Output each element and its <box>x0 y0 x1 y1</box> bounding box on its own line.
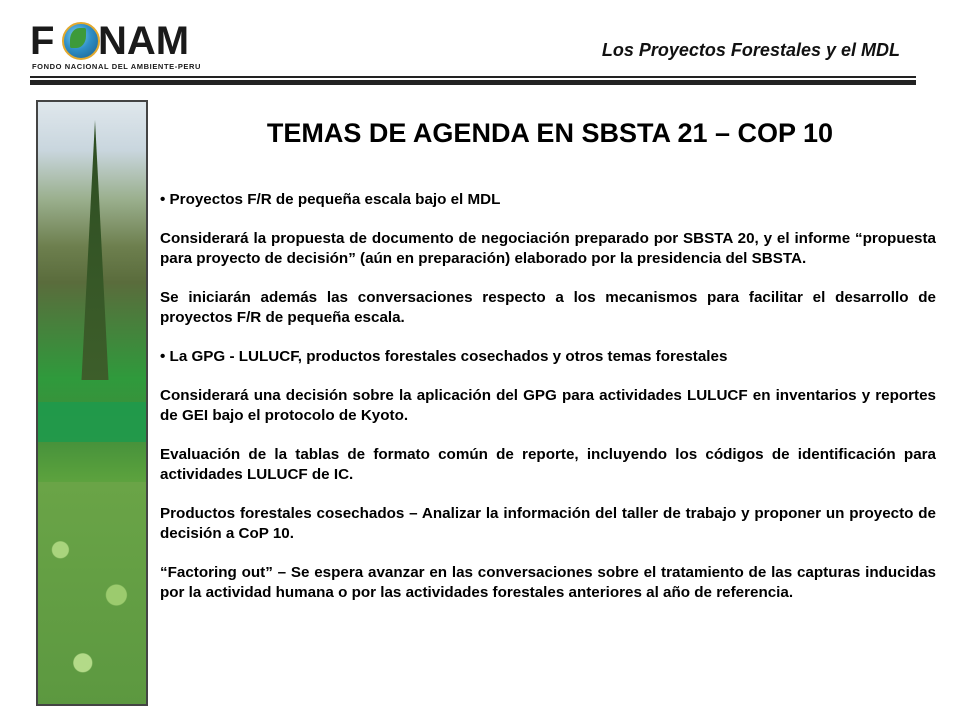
fonam-logo <box>30 14 202 74</box>
bullet-item: • Proyectos F/R de pequeña escala bajo el MDL <box>160 190 936 210</box>
paragraph: Considerará la propuesta de documento de negociación preparado por SBSTA 20, y el informe “propuesta para proyecto de decisión” (aún en preparación) elaborado por la presidencia del SBSTA. <box>160 230 936 267</box>
paragraph: “Factoring out” – Se espera avanzar en las conversaciones sobre el tratamiento de las capturas inducidas por la actividad humana o por las actividades forestales anteriores al año de referencia. <box>160 564 936 601</box>
header-title: Los Proyectos Forestales y el MDL <box>601 40 900 60</box>
header <box>0 0 960 100</box>
seedlings-graphic <box>38 482 148 706</box>
page-title: TEMAS DE AGENDA EN SBSTA 21 – COP 10 <box>266 118 834 148</box>
tree-graphic <box>80 120 110 380</box>
logo-subtitle: FONDO NACIONAL DEL AMBIENTE-PERU <box>32 62 202 71</box>
paragraph: Considerará una decisión sobre la aplicación del GPG para actividades LULUCF en inventarios y reportes de GEI bajo el protocolo de Kyoto. <box>160 387 936 424</box>
header-divider-thin <box>30 76 916 78</box>
shade-net-graphic <box>38 402 148 442</box>
paragraph: Se iniciarán además las conversaciones respecto a los mecanismos para facilitar el desarrollo de proyectos F/R de pequeña escala. <box>160 289 936 326</box>
svg-text:F: F <box>30 19 55 63</box>
bullet-item: • La GPG - LULUCF, productos forestales cosechados y otros temas forestales <box>160 347 936 367</box>
svg-text:NAM: NAM <box>98 19 190 63</box>
paragraph: Productos forestales cosechados – Analizar la información del taller de trabajo y proponer un proyecto de decisión a CoP 10. <box>160 505 936 542</box>
header-divider-thick <box>30 80 916 85</box>
forest-photo <box>36 100 148 706</box>
paragraph: Evaluación de la tablas de formato común de reporte, incluyendo los códigos de identificación para actividades LULUCF de IC. <box>160 446 936 483</box>
content-body <box>160 190 936 622</box>
logo-letters <box>30 14 190 64</box>
